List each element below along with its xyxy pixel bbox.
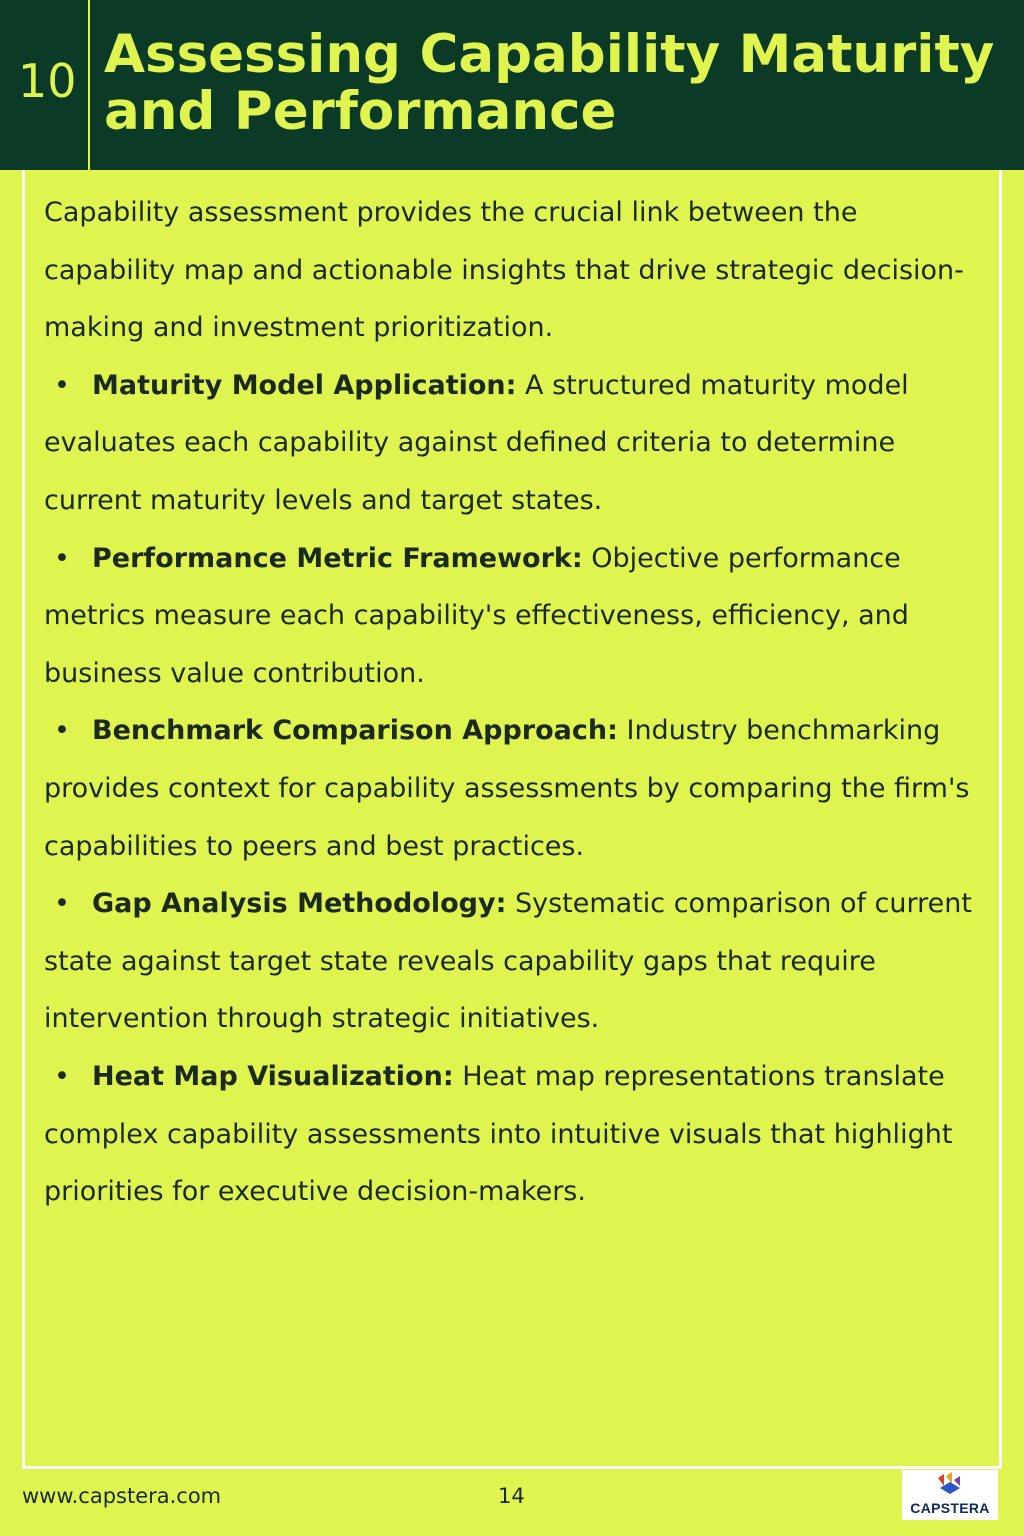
bullet-item — [44, 530, 984, 703]
bullet-text: Heat map representations translate complex capability assessments into intuitive visuals that highlight priorities for executive decision-makers. — [44, 1060, 953, 1208]
bullet-term: Gap Analysis Methodology: — [92, 888, 507, 920]
bullet-text: Industry benchmarking provides context for capability assessments by comparing the firm's capabilities to peers and best practices. — [44, 715, 970, 862]
bullet-term: Heat Map Visualization: — [92, 1060, 454, 1092]
bullet-term: Benchmark Comparison Approach: — [92, 715, 618, 747]
intro-paragraph: Capability assessment provides the crucial link between the capability map and actionable insights that drive strategic decision-making and investment prioritization. — [44, 197, 964, 344]
content-body — [44, 184, 984, 1221]
capstera-logo — [902, 1470, 998, 1520]
bullet-dot-icon: • — [54, 715, 70, 747]
logo-text: CAPSTERA — [910, 1500, 990, 1516]
bullet-item — [44, 875, 984, 1048]
bullet-item — [44, 702, 984, 875]
section-number: 10 — [18, 54, 77, 108]
bullet-term: Performance Metric Framework: — [92, 542, 583, 574]
page-header — [0, 0, 1024, 170]
bullet-text: A structured maturity model evaluates each capability against defined criteria to determine current maturity levels and target states. — [44, 369, 909, 516]
bullet-dot-icon: • — [54, 1060, 70, 1092]
bullet-item — [44, 357, 984, 530]
bullet-dot-icon: • — [54, 542, 70, 574]
bullet-item — [44, 1048, 984, 1221]
bullet-text: Objective performance metrics measure each capability's effectiveness, efficiency, and business value contribution. — [44, 542, 909, 689]
bullet-text: Systematic comparison of current state against target state reveals capability gaps that require intervention through strategic initiatives. — [44, 888, 972, 1035]
footer-url-link[interactable]: www.capstera.com — [22, 1484, 222, 1508]
bullet-dot-icon: • — [54, 369, 70, 401]
header-divider — [88, 0, 90, 170]
page-title: Assessing Capability Maturity and Performance — [104, 24, 995, 142]
bullet-term: Maturity Model Application: — [92, 369, 517, 401]
page-number: 14 — [498, 1484, 525, 1508]
bullet-dot-icon: • — [54, 888, 70, 920]
capstera-logo-icon — [934, 1472, 966, 1500]
